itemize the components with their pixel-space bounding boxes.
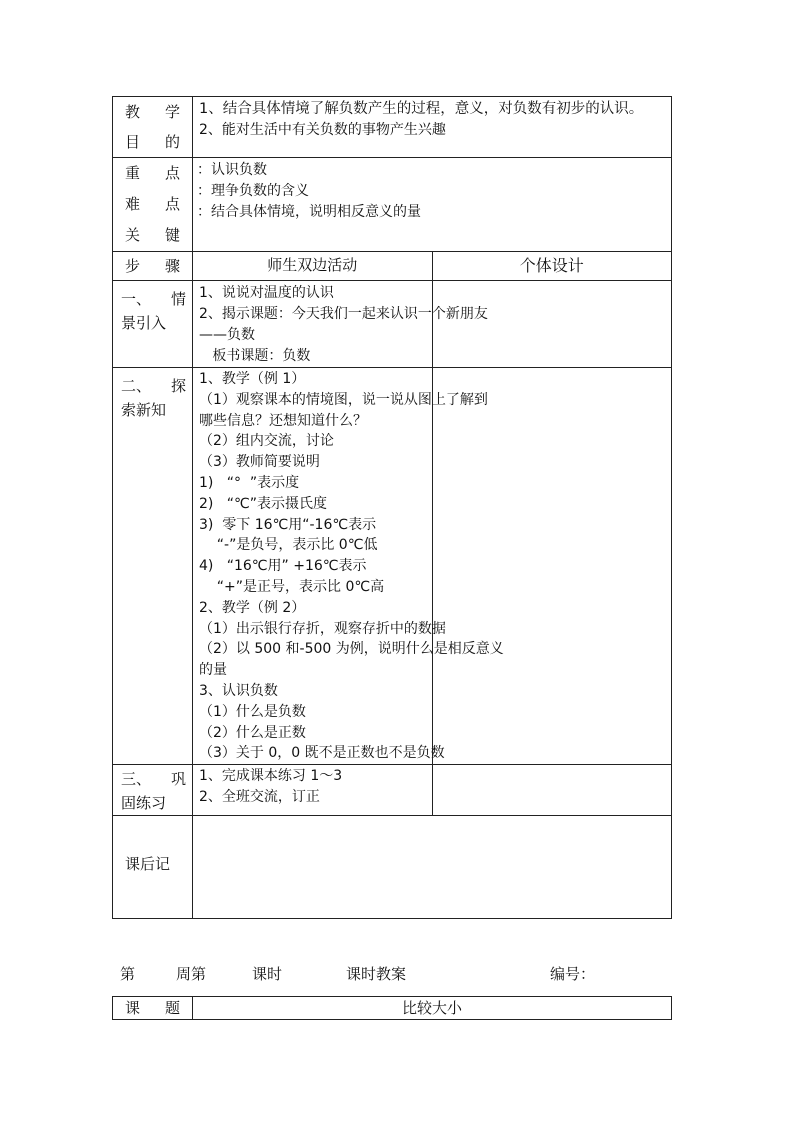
step-line: （2）什么是正数 — [199, 724, 306, 741]
design-header-cell — [432, 252, 672, 281]
footer-jiaoan: 课时教案 — [346, 965, 407, 983]
step-row — [113, 765, 672, 816]
activity-header: 师生双边活动 — [267, 256, 358, 274]
focus-line: ：理争负数的含义 — [197, 183, 309, 199]
design-cell — [432, 281, 672, 368]
step-label-part: 固练习 — [121, 794, 167, 813]
goals-content-cell — [193, 97, 672, 158]
step-row — [113, 281, 672, 368]
footer-keshi: 课时 — [252, 965, 283, 983]
step-line: （1）什么是负数 — [199, 703, 306, 720]
goals-label-cell — [113, 97, 193, 158]
step-line: “-”是负号，表示比 0℃低 — [199, 537, 378, 554]
focus-label-char: 难 — [125, 195, 141, 213]
step-label-cell — [113, 765, 193, 816]
step-line: 2、教学（例 2） — [199, 599, 306, 616]
footer-di: 第 — [120, 965, 136, 983]
design-cell — [432, 368, 672, 765]
header-row — [113, 252, 672, 281]
step-label-cell — [113, 368, 193, 765]
focus-row — [113, 158, 672, 252]
step-line: （2）组内交流，讨论 — [199, 433, 334, 450]
goals-label-char: 的 — [164, 133, 180, 151]
step-label-cell — [113, 281, 193, 368]
step-line: 2) “℃”表示摄氏度 — [199, 495, 327, 512]
step-line: （1）出示银行存折，观察存折中的数据 — [199, 620, 446, 637]
after-class-label: 课后记 — [125, 855, 171, 874]
focus-label-char: 键 — [164, 226, 180, 244]
activity-header-cell — [193, 252, 433, 281]
step-line: （3）教师简要说明 — [199, 454, 320, 471]
step-line: （1）观察课本的情境图，说一说从图上了解到 — [199, 391, 488, 408]
design-cell — [432, 765, 672, 816]
lesson-label-char: 题 — [164, 999, 180, 1017]
after-class-content-cell — [193, 816, 672, 919]
step-line: 1、教学（例 1） — [199, 371, 306, 387]
step-label-part: 一、 — [121, 290, 152, 308]
lesson-label-cell — [113, 997, 193, 1020]
focus-label-char: 重 — [125, 164, 141, 182]
goals-line: 1、结合具体情境了解负数产生的过程，意义，对负数有初步的认识。 — [199, 101, 644, 117]
focus-content-cell — [193, 158, 672, 252]
lesson-label-char: 课 — [125, 999, 141, 1017]
step-line: 哪些信息？还想知道什么？ — [199, 412, 367, 429]
step-label-part: 二、 — [121, 377, 152, 395]
lesson-plan-table — [112, 96, 672, 919]
goals-line: 2、能对生活中有关负数的事物产生兴趣 — [199, 122, 446, 138]
step-line: 1) “° ”表示度 — [199, 474, 300, 491]
lesson-title: 比较大小 — [401, 999, 462, 1017]
step-content-cell — [193, 368, 504, 765]
step-header-cell — [113, 252, 193, 281]
step-label-part: 巩 — [170, 770, 186, 789]
step-label-part: 情 — [170, 290, 186, 308]
focus-label-char: 关 — [125, 226, 141, 244]
step-line: 2、揭示课题：今天我们一起来认识一个新朋友 — [199, 306, 488, 322]
focus-label-char: 点 — [164, 195, 180, 213]
step-line: 板书课题：负数 — [199, 348, 311, 364]
step-line: 的量 — [199, 662, 227, 679]
step-line: ——负数 — [199, 327, 255, 343]
step-line: 4) “16℃用” +16℃表示 — [199, 558, 367, 575]
design-header: 个体设计 — [519, 256, 584, 275]
after-class-label-cell — [113, 816, 193, 919]
step-line: （3）关于 0，0 既不是正数也不是负数 — [199, 745, 445, 762]
step-label-part: 探 — [170, 377, 186, 395]
goals-label-char: 教 — [125, 103, 141, 121]
step-label-part: 景引入 — [121, 314, 167, 332]
focus-line: ：认识负数 — [197, 162, 267, 178]
step-line: 3) 零下 16℃用“-16℃表示 — [199, 516, 377, 533]
step-line: 1、完成课本练习 1～3 — [199, 768, 343, 785]
step-label-part: 三、 — [121, 770, 152, 789]
lesson-title-table — [112, 996, 672, 1020]
footer-bianhao: 编号： — [550, 965, 596, 983]
goals-label-char: 学 — [164, 103, 180, 121]
focus-line: ：结合具体情境，说明相反意义的量 — [197, 204, 421, 220]
step-content-cell — [193, 765, 433, 816]
step-line: 3、认识负数 — [199, 682, 278, 699]
step-content-cell — [193, 281, 488, 368]
step-line: 2、全班交流，订正 — [199, 789, 320, 806]
goals-row — [113, 97, 672, 158]
focus-label-char: 点 — [164, 164, 180, 182]
step-line: （2）以 500 和-500 为例，说明什么是相反意义 — [199, 641, 504, 658]
focus-label-cell — [113, 158, 193, 252]
step-line: “+”是正号，表示比 0℃高 — [199, 578, 385, 595]
lesson-title-cell — [193, 997, 672, 1020]
footer-zhoudi: 周第 — [176, 965, 207, 983]
step-label-part: 索新知 — [121, 401, 167, 419]
step-row — [113, 368, 672, 765]
step-header-char: 骤 — [164, 257, 180, 275]
after-class-row — [113, 816, 672, 919]
step-line: 1、说说对温度的认识 — [199, 285, 334, 301]
goals-label-char: 目 — [125, 133, 141, 151]
step-header-char: 步 — [125, 257, 141, 275]
